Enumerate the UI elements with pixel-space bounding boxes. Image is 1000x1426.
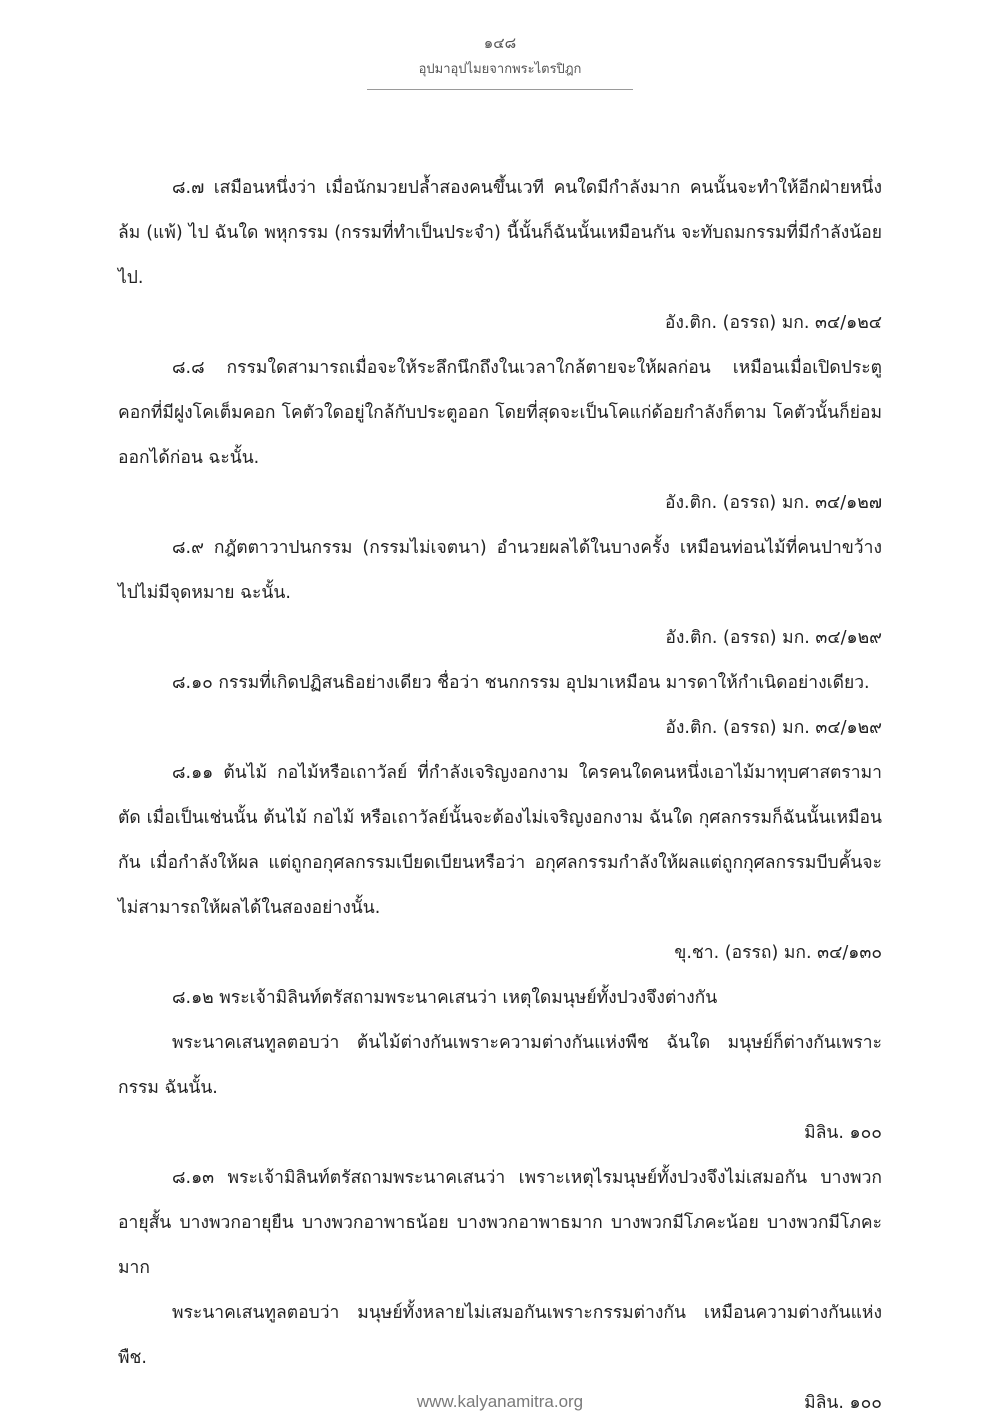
paragraph: พระนาคเสนทูลตอบว่า มนุษย์ทั้งหลายไม่เสมอกันเพราะกรรมต่างกัน เหมือนความต่างกันแห่งพืช.	[118, 1303, 882, 1368]
section-8-8	[118, 346, 882, 526]
header-divider	[367, 89, 633, 90]
section-8-11	[118, 751, 882, 976]
reference-citation: อัง.ติก. (อรรถ) มก. ๓๔/๑๒๗	[665, 493, 882, 513]
footer-website: www.kalyanamitra.org	[416, 1392, 584, 1411]
section-8-7	[118, 166, 882, 346]
page-number: ๑๔๘	[483, 34, 517, 52]
paragraph: ๘.๗ เสมือนหนึ่งว่า เมื่อนักมวยปล้ำสองคนขึ้นเวที คนใดมีกำลังมาก คนนั้นจะทำให้อีกฝ่ายหนึ่งล้ม (แพ้) ไป ฉันใด พหุกรรม (กรรมที่ทำเป็นประจำ) นี้นั้นก็ฉันนั้นเหมือนกัน จะทับถมกรรมที่มีกำลังน้อยไป.	[118, 178, 882, 288]
reference-citation: มิลิน. ๑๐๐	[804, 1123, 882, 1143]
paragraph: ๘.๑๐ กรรมที่เกิดปฏิสนธิอย่างเดียว ชื่อว่า ชนกกรรม อุปมาเหมือน มารดาให้กำเนิดอย่างเดียว.	[172, 673, 870, 693]
reference-citation: อัง.ติก. (อรรถ) มก. ๓๔/๑๒๙	[665, 628, 882, 648]
page-header	[0, 34, 1000, 90]
section-8-10	[118, 661, 882, 751]
book-title: อุปมาอุปไมยจากพระไตรปิฎก	[418, 62, 582, 77]
reference-citation: มิลิน. ๑๐๐	[804, 1393, 882, 1413]
document-body	[118, 166, 882, 1426]
reference-citation: ขุ.ชา. (อรรถ) มก. ๓๔/๑๓๐	[674, 943, 882, 963]
section-8-9	[118, 526, 882, 661]
paragraph: ๘.๑๒ พระเจ้ามิลินท์ตรัสถามพระนาคเสนว่า เหตุใดมนุษย์ทั้งปวงจึงต่างกัน	[172, 988, 718, 1008]
reference-citation: อัง.ติก. (อรรถ) มก. ๓๔/๑๒๔	[664, 313, 882, 333]
paragraph: ๘.๑๓ พระเจ้ามิลินท์ตรัสถามพระนาคเสนว่า เพราะเหตุไรมนุษย์ทั้งปวงจึงไม่เสมอกัน บางพวกอายุสั้น บางพวกอายุยืน บางพวกอาพาธน้อย บางพวกอาพาธมาก บางพวกมีโภคะน้อย บางพวกมีโภคะมาก	[118, 1168, 882, 1278]
paragraph: ๘.๙ กฎัตตาวาปนกรรม (กรรมไม่เจตนา) อำนวยผลได้ในบางครั้ง เหมือนท่อนไม้ที่คนปาขว้างไปไม่มีจุดหมาย ฉะนั้น.	[118, 538, 882, 603]
section-8-13	[118, 1156, 882, 1426]
paragraph: ๘.๘ กรรมใดสามารถเมื่อจะให้ระลึกนึกถึงในเวลาใกล้ตายจะให้ผลก่อน เหมือนเมื่อเปิดประตูคอกที่มีฝูงโคเต็มคอก โคตัวใดอยู่ใกล้กับประตูออก โดยที่สุดจะเป็นโคแก่ด้อยกำลังก็ตาม โคตัวนั้นก็ย่อมออกได้ก่อน ฉะนั้น.	[118, 358, 882, 468]
reference-citation: อัง.ติก. (อรรถ) มก. ๓๔/๑๒๙	[665, 718, 882, 738]
paragraph: ๘.๑๑ ต้นไม้ กอไม้หรือเถาวัลย์ ที่กำลังเจริญงอกงาม ใครคนใดคนหนึ่งเอาไม้มาทุบศาสตรามาตัด เมื่อเป็นเช่นนั้น ต้นไม้ กอไม้ หรือเถาวัลย์นั้นจะต้องไม่เจริญงอกงาม ฉันใด กุศลกรรมก็ฉันนั้นเหมือนกัน เมื่อกำลังให้ผล แต่ถูกอกุศลกรรมเบียดเบียนหรือว่า อกุศลกรรมกำลังให้ผลแต่ถูกกุศลกรรมบีบคั้นจะไม่สามารถให้ผลได้ในสองอย่างนั้น.	[118, 763, 882, 918]
section-8-12	[118, 976, 882, 1156]
paragraph: พระนาคเสนทูลตอบว่า ต้นไม้ต่างกันเพราะความต่างกันแห่งพืช ฉันใด มนุษย์ก็ต่างกันเพราะกรรม ฉันนั้น.	[118, 1033, 882, 1098]
